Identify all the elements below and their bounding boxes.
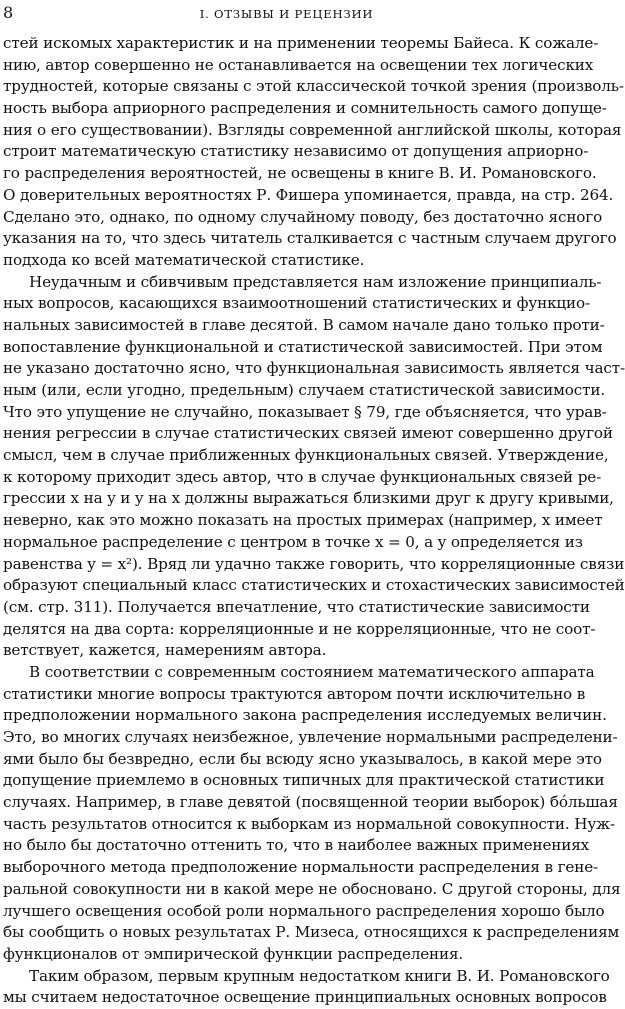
text-line: ральной совокупности ни в какой мере не обосновано. С другой стороны, для: [3, 879, 621, 898]
text-line: ных вопросов, касающихся взаимоотношений статистических и функцио-: [3, 294, 590, 313]
text-line: смысл, чем в случае приближенных функциональных связей. Утверждение,: [3, 446, 609, 465]
text-line: нормальное распределение с центром в точке x = 0, а y определяется из: [3, 532, 583, 551]
text-line: стей искомых характеристик и на применении теоремы Байеса. К сожале-: [3, 34, 599, 52]
page-number: 8: [3, 3, 14, 22]
page-header: [0, 3, 573, 25]
text-line: ния о его существовании). Взгляды современной английской школы, которая: [3, 120, 622, 139]
text-line: делятся на два сорта: корреляционные и не корреляционные, что не соот-: [3, 619, 596, 638]
text-line: статистики многие вопросы трактуются автором почти исключительно в: [3, 684, 586, 703]
text-line: Сделано это, однако, по одному случайному поводу, без достаточно ясного: [3, 207, 603, 226]
text-line: О доверительных вероятностях Р. Фишера упоминается, правда, на стр. 264.: [3, 185, 614, 204]
text-line: (см. стр. 311). Получается впечатление, что статистические зависимости: [3, 597, 590, 616]
text-line: вопоставление функциональной и статистической зависимостей. При этом: [3, 337, 603, 356]
text-line: Что это упущение не случайно, показывает § 79, где объясняется, что урав-: [3, 402, 607, 421]
running-head: I. ОТЗЫВЫ И РЕЦЕНЗИИ: [199, 7, 374, 21]
text-line: нальных зависимостей в главе десятой. В самом начале дано только проти-: [3, 315, 605, 334]
text-line: ветствует, кажется, намерениям автора.: [3, 641, 327, 660]
text-line: трудностей, которые связаны с этой классической точкой зрения (произволь-: [3, 77, 624, 96]
text-line: не указано достаточно ясно, что функциональная зависимость является част-: [3, 359, 625, 378]
text-line: предположении нормального закона распределения исследуемых величин.: [3, 706, 607, 725]
paragraph: [3, 966, 610, 1009]
paragraph: [3, 33, 624, 272]
text-line: го распределения вероятностей, не освещены в книге В. И. Романовского.: [3, 164, 597, 183]
text-line: допущение приемлемо в основных типичных для практической статистики: [3, 771, 605, 790]
text-line: Это, во многих случаях неизбежное, увлечение нормальными распределени-: [3, 728, 618, 746]
text-line: лучшего освещения особой роли нормального распределения хорошо было: [3, 901, 605, 920]
text-line: равенства y = x²). Вряд ли удачно также говорить, что корреляционные связи: [3, 554, 625, 573]
text-line: указания на то, что здесь читатель сталкивается с частным случаем другого: [3, 229, 617, 248]
text-line: мы считаем недостаточное освещение принципиальных основных вопросов: [3, 988, 607, 1007]
text-line: подхода ко всей математической статистике.: [3, 250, 365, 269]
body-text: [3, 33, 625, 1009]
text-line: строит математическую статистику независимо от допущения априорно-: [3, 142, 589, 161]
text-line: Неудачным и сбивчивым представляется нам изложение принципиаль-: [29, 272, 602, 291]
text-line: бы сообщить о новых результатах Р. Мизеса, относящихся к распределениям: [3, 923, 620, 942]
text-line: ями было бы безвредно, если бы всюду ясно указывалось, в какой мере это: [3, 749, 602, 768]
paragraph: [3, 272, 625, 662]
text-line: грессии x на y и y на x должны выражаться близкими друг к другу кривыми,: [3, 489, 614, 508]
text-line: но было бы достаточно оттенить то, что в наиболее важных применениях: [3, 836, 590, 855]
text-line: Таким образом, первым крупным недостатком книги В. И. Романовского: [29, 966, 610, 985]
text-line: нию, автор совершенно не останавливается на освещении тех логических: [3, 55, 594, 74]
text-line: ным (или, если угодно, предельным) случаем статистической зависимости.: [3, 381, 605, 399]
text-line: ность выбора априорного распределения и сомнительность самого допуще-: [3, 99, 607, 118]
text-line: нения регрессии в случае статистических связей имеют совершенно другой: [3, 424, 613, 443]
text-line: функционалов от эмпирической функции распределения.: [3, 944, 464, 963]
text-line: часть результатов относится к выборкам из нормальной совокупности. Нуж-: [3, 814, 615, 833]
paragraph: [3, 662, 621, 966]
text-line: образуют специальный класс статистических и стохастических зависимостей: [3, 576, 625, 595]
text-line: выборочного метода предположение нормальности распределения в гене-: [3, 858, 599, 877]
text-line: случаях. Например, в главе девятой (посвященной теории выборок) бóльшая: [3, 793, 618, 812]
text-line: к которому приходит здесь автор, что в случае функциональных связей ре-: [3, 467, 602, 486]
text-line: неверно, как это можно показать на простых примерах (например, x имеет: [3, 511, 603, 530]
text-line: В соответствии с современным состоянием математического аппарата: [29, 662, 595, 681]
